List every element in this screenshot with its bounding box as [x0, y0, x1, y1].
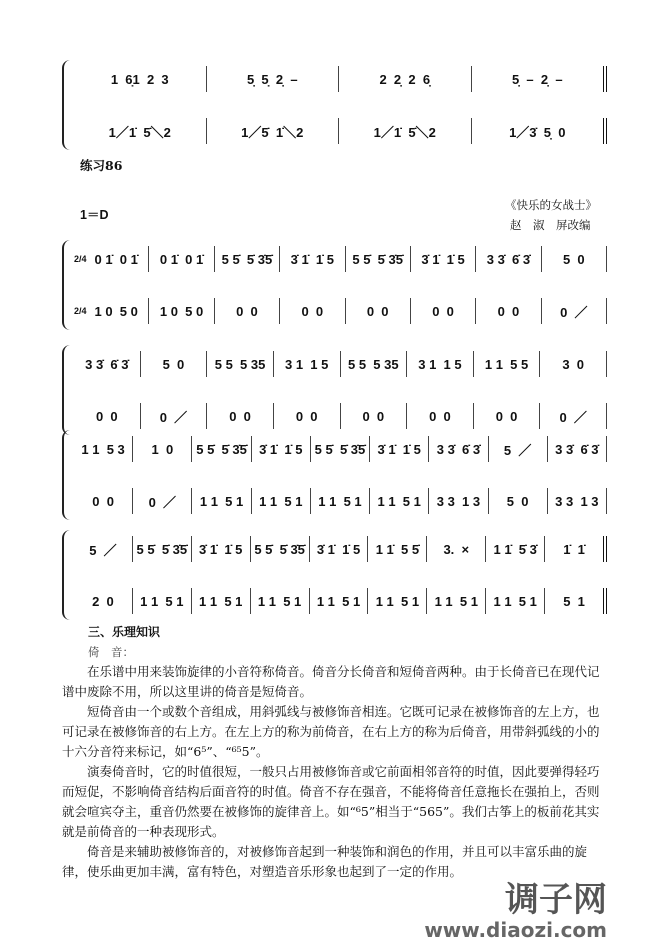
time-signature: 2/4 [74, 253, 87, 264]
measure: 1／1̇ 5̇＼2 [74, 118, 207, 144]
score-system [62, 530, 607, 620]
arranger: 赵 淑 屏改编 [510, 218, 591, 232]
measure: 1 1 5 3 [74, 436, 133, 462]
measure: 0 0 [474, 403, 541, 429]
measure: 0 1̇ 0 1̇ [84, 246, 149, 272]
theory-text [62, 622, 607, 942]
measure: 5̣ – 2̣ – [472, 66, 608, 92]
watermark-url: www.diaozi.com [424, 918, 607, 942]
measure: 5 1 [545, 588, 607, 614]
measure: 1／3̇ 5̣ 0 [472, 118, 608, 144]
measure: 3 3̇ 6̇ 3̇ [429, 436, 488, 462]
measure: 0 ／ [133, 488, 192, 514]
measure: 1 0 5 0 [84, 298, 149, 324]
upper-staff [74, 436, 607, 462]
measure: 5 5̇ 5̇ 3̇5̇ [192, 436, 251, 462]
upper-staff [74, 66, 607, 92]
measure: 2 2̣ 2 6̣ [339, 66, 472, 92]
measure: 5 5̇ 5̇ 3̇5̇ [311, 436, 370, 462]
measure: 0 0 [346, 298, 411, 324]
paragraph-1: 在乐谱中用来装饰旋律的小音符称倚音。倚音分长倚音和短倚音两种。由于长倚音已在现代记谱中废除不用，所以这里讲的倚音是短倚音。 [62, 664, 600, 699]
measure: 1 0 5 0 [149, 298, 214, 324]
lower-staff [74, 488, 607, 514]
upper-staff [74, 246, 607, 272]
section-heading: 三、乐理知识 [88, 625, 161, 639]
lower-staff [74, 403, 607, 429]
measure: 0 0 [280, 298, 345, 324]
measure: 0 0 [476, 298, 541, 324]
measure: 0 ／ [141, 403, 208, 429]
brace [62, 345, 72, 435]
measure: 3̇ 1̇ 1̇ 5 [310, 536, 369, 562]
measure: 5 0 [141, 351, 208, 377]
measure: 0 0 [74, 403, 141, 429]
measure: 1 1 5 1 [370, 488, 429, 514]
measure: 5 0 [542, 246, 607, 272]
measure: 1 1 5 1 [192, 488, 251, 514]
measure: 0 ／ [542, 298, 607, 324]
measure: 5 ／ [489, 436, 548, 462]
score-system [62, 240, 607, 330]
measure: 5 5 5 35 [341, 351, 408, 377]
watermark-logo: 调子网 [505, 880, 607, 920]
measure: 0 1̇ 0 1̇ [149, 246, 214, 272]
brace [62, 430, 72, 520]
brace [62, 60, 72, 150]
upper-staff [74, 351, 607, 377]
measure: 1 1 5 1 [311, 488, 370, 514]
score-system [62, 345, 607, 435]
measure: 1／5̇ 1̇＼2 [207, 118, 340, 144]
measure: 3̇ 1̇ 1̇ 5 [252, 436, 311, 462]
lower-staff [74, 118, 607, 144]
measure: 0 0 [274, 403, 341, 429]
song-title: 《快乐的女战士》 [505, 198, 597, 212]
measure: 1 1 5 1 [310, 588, 369, 614]
lower-staff [74, 588, 607, 614]
time-signature: 2/4 [74, 305, 87, 316]
measure: 1 1 5 1 [192, 588, 251, 614]
measure: 3 3̇ 6̇ 3̇ [74, 351, 141, 377]
measure: 0 0 [74, 488, 133, 514]
measure: 1 6̣1 2 3 [74, 66, 207, 92]
measure: 0 0 [207, 403, 274, 429]
measure: 0 0 [215, 298, 280, 324]
measure: 0 0 [407, 403, 474, 429]
measure: 3 3 1 3 [429, 488, 488, 514]
measure: 1／1̇ 5̇＼2 [339, 118, 472, 144]
measure: 1 1 5 1 [427, 588, 486, 614]
lower-staff [74, 298, 607, 324]
measure: 0 0 [341, 403, 408, 429]
measure: 1 1̇ 5 5̇ [368, 536, 427, 562]
measure: 1 1 5 1 [368, 588, 427, 614]
measure: 1 1 5 1 [486, 588, 545, 614]
measure: 1 0 [133, 436, 192, 462]
measure: 5 5 5 35 [207, 351, 274, 377]
measure: 1̇ 1̇ [545, 536, 607, 562]
measure: 3 1 1 5 [274, 351, 341, 377]
measure: 1 1 5 5 [474, 351, 541, 377]
measure: 5 0 [489, 488, 548, 514]
exercise-title: 练习86 [80, 158, 123, 173]
measure: 3 3 1 3 [548, 488, 607, 514]
measure: 5 5̇ 5̇ 3̇5̇ [346, 246, 411, 272]
measure: 3. × [427, 536, 486, 562]
score-system [62, 430, 607, 520]
measure: 5 5̇ 5̇ 3̇5̇ [215, 246, 280, 272]
upper-staff [74, 536, 607, 562]
paragraph-3: 演奏倚音时，它的时值很短，一般只占用被修饰音或它前面相邻音符的时值，因此要弹得轻巧而短促，不影响倚音结构后面音符的时值。倚音不存在强音，不能将倚音任意拖长在强拍上，否则就会喧宾夺主，重音仍然要在被修饰的旋律音上。如“⁶5”相当于“565”。我们古筝上的板前花其实就是前倚音的一种表现形式。 [62, 764, 600, 839]
measure: 3 1 1 5 [407, 351, 474, 377]
measure: 1 1̇ 5̇ 3̇ [486, 536, 545, 562]
measure: 1 1 5 1 [252, 488, 311, 514]
key-signature: 1＝D [80, 208, 109, 222]
paragraph-2: 短倚音由一个或数个音组成，用斜弧线与被修饰音相连。它既可记录在被修饰音的左上方，也可记录在被修饰音的右上方。在左上方的称为前倚音，在右上方的称为后倚音，用带斜弧线的小的十六分音符来标记，如“6⁵”、“⁶⁵5”。 [62, 704, 600, 759]
measure: 5 ／ [74, 536, 133, 562]
measure: 3̇ 1̇ 1̇ 5 [280, 246, 345, 272]
measure: 2 0 [74, 588, 133, 614]
paragraph-4: 倚音是来辅助被修饰音的，对被修饰音起到一种装饰和润色的作用，并且可以丰富乐曲的旋律，使乐曲更加丰满，富有特色，对塑造音乐形象也起到了一定的作用。 [62, 844, 588, 879]
measure: 5 5̇ 5̇ 3̇5̇ [251, 536, 310, 562]
measure: 0 0 [411, 298, 476, 324]
measure: 1 1 5 1 [251, 588, 310, 614]
subheading: 倚 音： [88, 645, 134, 659]
measure: 3 0 [540, 351, 607, 377]
score-system [62, 60, 607, 150]
brace [62, 530, 72, 620]
measure: 3̇ 1̇ 1̇ 5 [370, 436, 429, 462]
measure: 0 ／ [540, 403, 607, 429]
measure: 3 3̇ 6̇ 3̇ [548, 436, 607, 462]
brace [62, 240, 72, 330]
measure: 3 3̇ 6̇ 3̇ [476, 246, 541, 272]
measure: 5̣ 5̣ 2̣ – [207, 66, 340, 92]
measure: 1 1 5 1 [133, 588, 192, 614]
measure: 3̇ 1̇ 1̇ 5 [411, 246, 476, 272]
measure: 3̇ 1̇ 1̇ 5 [192, 536, 251, 562]
measure: 5 5̇ 5̇ 3̇5̇ [133, 536, 192, 562]
